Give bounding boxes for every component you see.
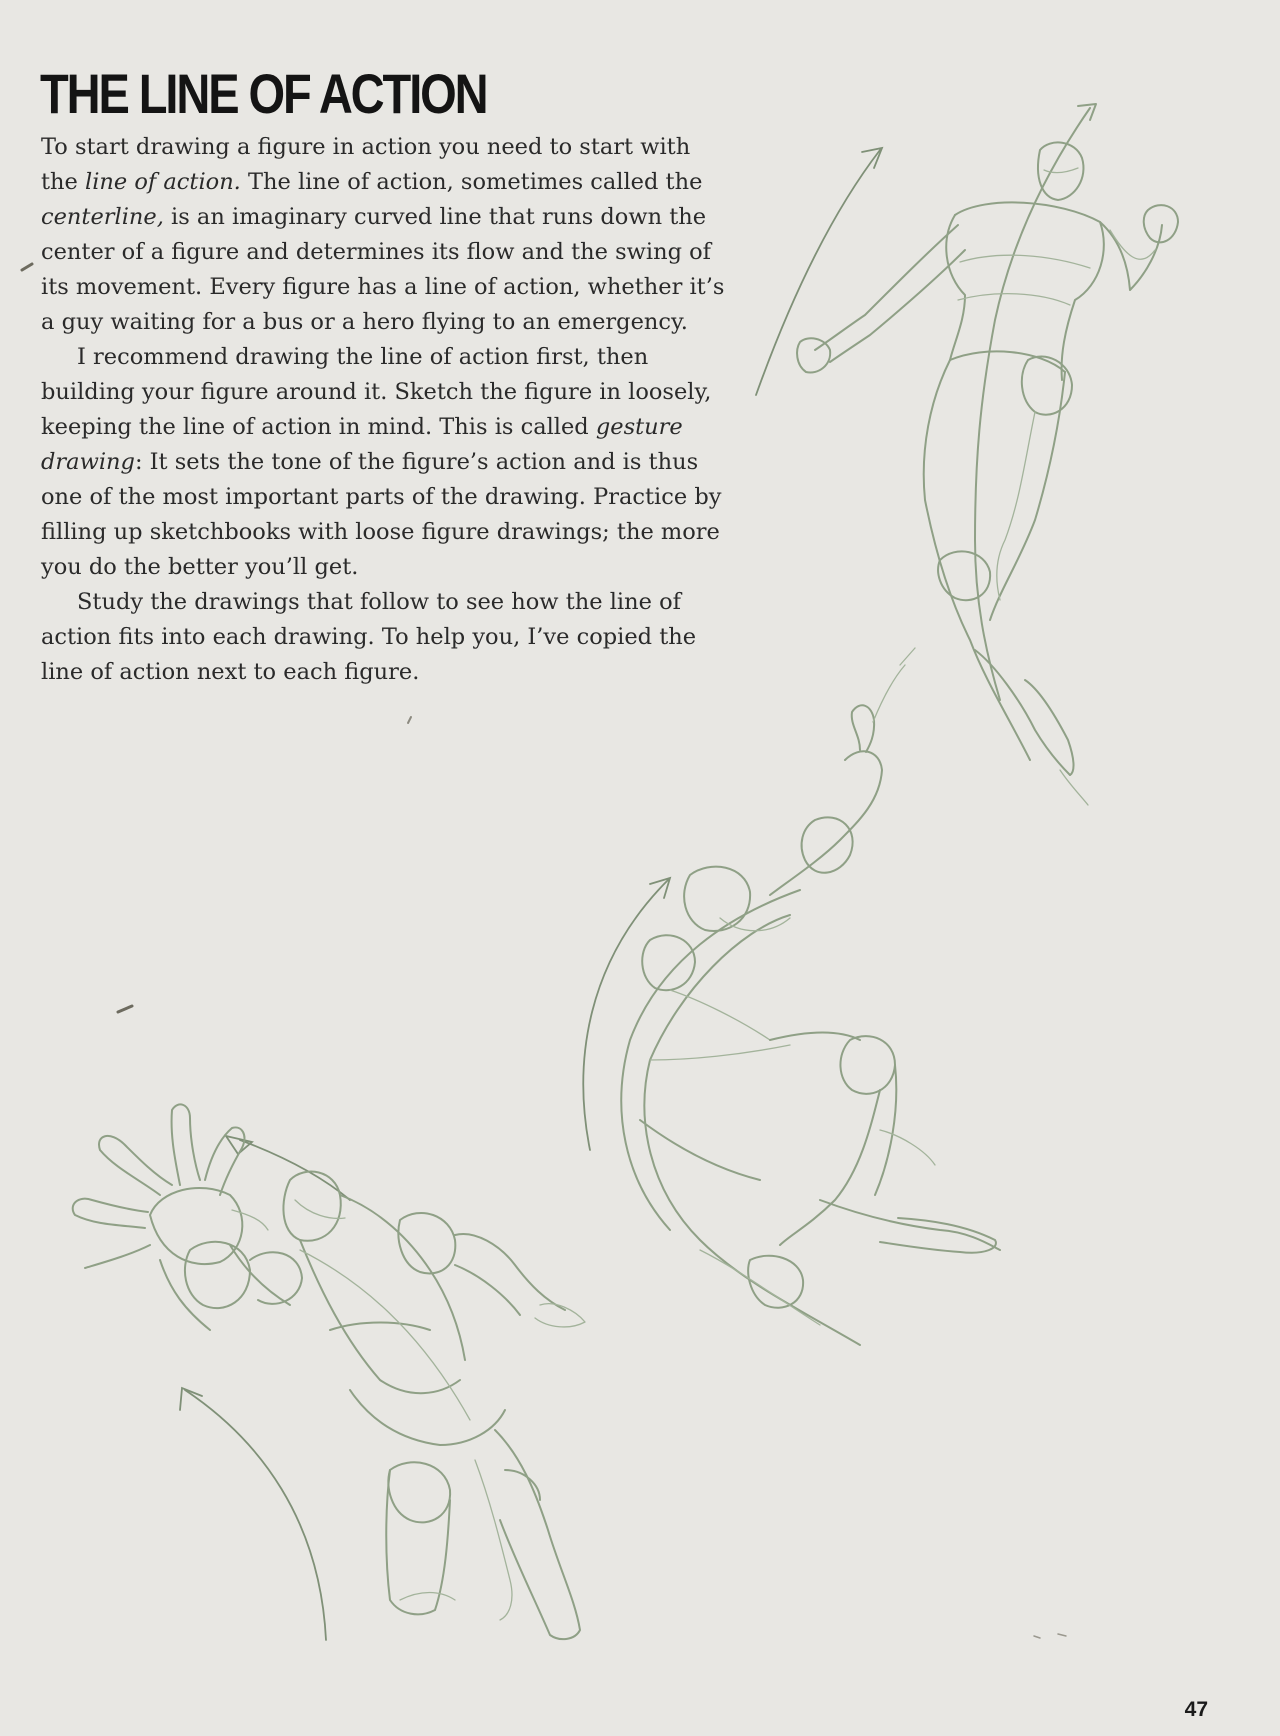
page-number: 47 <box>1184 1698 1208 1721</box>
term-centerline: centerline, <box>41 204 164 230</box>
page-title: THE LINE OF ACTION <box>40 62 487 125</box>
paragraph-3-text: Study the drawings that follow to see how the line of action fits into each drawing. To help you, I’ve copied the line of action next to each figure. <box>41 589 697 685</box>
paragraph-2-text-a: I recommend drawing the line of action first, then building your figure around it. Sketch the figure in loosely, keeping the line of action in mind. This is called <box>41 344 712 440</box>
line-of-action-arrow-2 <box>583 878 670 1150</box>
flying-figure-sketch <box>756 104 1178 805</box>
paragraph-1-text-c: is an imaginary curved line that runs down the center of a figure and determines its flow and the swing of its movement. Every figure has a line of action, whether it’s a guy waiting for a bus or a hero flying to an emergency. <box>41 204 725 335</box>
line-of-action-arrow-1 <box>756 148 882 395</box>
paper-marks <box>22 264 1066 1638</box>
leaping-figure-sketch <box>583 648 1000 1345</box>
paragraph-1-text-b: The line of action, sometimes called the <box>240 169 703 195</box>
term-line-of-action: line of action. <box>85 169 241 195</box>
paragraph-1-text-a: To start drawing a figure in action you need to start with the <box>41 134 691 195</box>
line-of-action-arrow-3 <box>180 1388 326 1640</box>
term-gesture-drawing: gesture drawing <box>41 414 683 475</box>
lunging-figure-sketch <box>73 1104 585 1640</box>
paragraph-2-text-b: : It sets the tone of the figure’s action and is thus one of the most important parts of the drawing. Practice by filling up sketchbooks with loose figure drawings; the more you do the better you’ll get. <box>41 449 722 580</box>
